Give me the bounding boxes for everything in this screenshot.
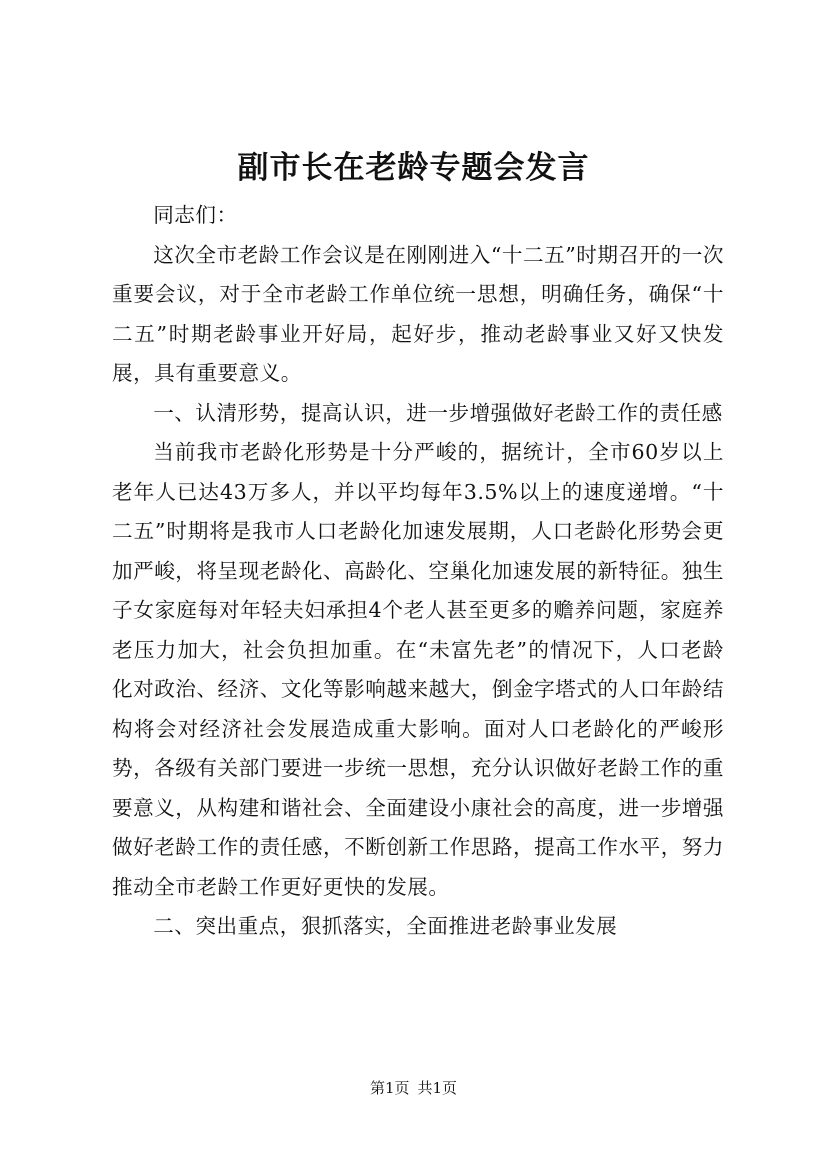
document-body (112, 196, 724, 947)
page-footer (0, 1078, 827, 1098)
greeting-paragraph: 同志们： (153, 203, 238, 227)
page-total: 共1页 (417, 1079, 458, 1097)
section-heading-1: 一、认清形势，提高认识，进一步增强做好老龄工作的责任感 (153, 400, 723, 425)
section-heading-2: 二、突出重点，狠抓落实，全面推进老龄事业发展 (153, 914, 618, 938)
document-title: 副市长在老龄专题会发言 (237, 150, 590, 186)
page-number: 第1页 (369, 1079, 410, 1097)
intro-paragraph: 这次全市老龄工作会议是在刚刚进入“十二五”时期召开的一次重要会议，对于全市老龄工作单位统一思想，明确任务，确保“十二五”时期老龄事业开好局，起好步，推动老龄事业又好又快发展，具有重要意义。 (112, 242, 724, 385)
situation-paragraph: 当前我市老龄化形势是十分严峻的，据统计，全市60岁以上老年人已达43万多人，并以平均每年3.5%以上的速度递增。“十二五”时期将是我市人口老龄化加速发展期，人口老龄化形势会更加严峻，将呈现老龄化、高龄化、空巢化加速发展的新特征。独生子女家庭每对年轻夫妇承担4个老人甚至更多的赡养问题，家庭养老压力加大，社会负担加重。在“未富先老”的情况下，人口老龄化对政治、经济、文化等影响越来越大，倒金字塔式的人口年龄结构将会对经济社会发展造成重大影响。面对人口老龄化的严峻形势，各级有关部门要进一步统一思想，充分认识做好老龄工作的重要意义，从构建和谐社会、全面建设小康社会的高度，进一步增强做好老龄工作的责任感，不断创新工作思路，提高工作水平，努力推动全市老龄工作更好更快的发展。 (112, 440, 724, 899)
